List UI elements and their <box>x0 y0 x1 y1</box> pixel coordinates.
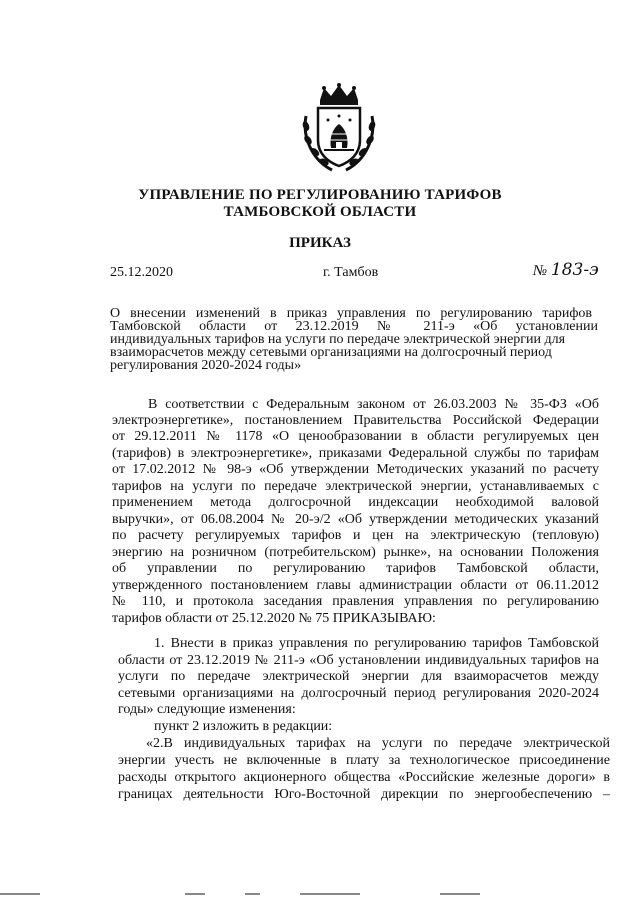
subject-line: взаиморасчетов между сетевыми организациями на долгосрочный период <box>110 345 552 360</box>
point2-line: расходы открытого акционерного общества «Российские железные дороги» в <box>118 770 610 785</box>
preamble-line: применением метода долгосрочной индексации необходимой валовой <box>112 495 599 510</box>
subject-line: индивидуальных тарифов на услуги по передаче электрической энергии для <box>110 332 566 347</box>
preamble-line: от 29.12.2011 № 1178 «О ценообразовании в области регулируемых цен <box>112 429 599 444</box>
subject-line: О внесении изменений в приказ управления по регулированию тарифов <box>110 306 592 321</box>
preamble-line: энергию на розничном (потребительском) рынке», на основании Положения <box>112 545 599 560</box>
scan-artifact <box>185 893 205 895</box>
preamble-line: тарифов области от 25.12.2020 № 75 ПРИКАЗЫВАЮ: <box>112 611 436 626</box>
preamble-line: по расчету регулируемых тарифов и цен на электрическую (тепловую) <box>112 528 599 543</box>
item1-line: годы» следующие изменения: <box>118 702 296 717</box>
item1-line: сетевыми организациями на долгосрочный период регулирования 2020-2024 <box>118 686 599 701</box>
point2-line: границах деятельности Юго-Восточной дирекции по энергообеспечению – <box>118 787 610 802</box>
point2-line: энергии учесть не включенные в плату за технологическое присоединение <box>118 753 610 768</box>
scan-artifact <box>300 893 360 895</box>
preamble-line: выручки», от 06.08.2004 № 20-э/2 «Об утверждении методических указаний <box>112 512 599 527</box>
preamble-line: утвержденного постановлением главы администрации области от 06.11.2012 <box>112 578 599 593</box>
scan-artifact <box>440 893 480 895</box>
scan-artifact <box>0 893 40 895</box>
point2-line: «2.В индивидуальных тарифах на услуги по передаче электрической <box>146 736 610 751</box>
preamble-line: от 17.02.2012 № 98-э «Об утверждении Методических указаний по расчету <box>112 462 599 477</box>
item1-line: области от 23.12.2019 № 211-э «Об установлении индивидуальных тарифов на <box>118 653 599 668</box>
preamble-line: электроэнергетике», постановлением Правительства Российской Федерации <box>112 413 599 428</box>
preamble-line: (тарифов) в электроэнергетике», приказами Федеральной службы по тарифам <box>112 446 599 461</box>
document-city: г. Тамбов <box>323 265 379 280</box>
scan-artifact <box>245 893 260 895</box>
tambov-coat-of-arms-icon <box>298 82 380 176</box>
handwritten-number: 183-э <box>550 260 599 280</box>
document-number <box>533 260 599 280</box>
organization-name-line2: ТАМБОВСКОЙ ОБЛАСТИ <box>223 204 417 220</box>
item1-line: 1. Внести в приказ управления по регулированию тарифов Тамбовской <box>154 636 599 651</box>
item1-line: услуги по передаче электрической энергии для взаиморасчетов между <box>118 669 599 684</box>
subject-line: Тамбовской области от 23.12.2019 № 211-э «Об установлении <box>110 319 598 334</box>
organization-name-line1: УПРАВЛЕНИЕ ПО РЕГУЛИРОВАНИЮ ТАРИФОВ <box>138 187 502 203</box>
preamble-line: тарифов на услуги по передаче электрической энергии, устанавливаемых с <box>112 479 599 494</box>
number-sign: № <box>533 263 548 279</box>
document-date: 25.12.2020 <box>110 265 173 280</box>
point2-intro: пункт 2 изложить в редакции: <box>154 719 333 734</box>
subject-line: регулирования 2020-2024 годы» <box>110 358 302 373</box>
document-title: ПРИКАЗ <box>289 235 351 251</box>
preamble-line: об управлении по регулированию тарифов Тамбовской области, <box>112 561 599 576</box>
preamble-line: № 110, и протокола заседания правления управления по регулированию <box>112 594 599 609</box>
preamble-line: В соответствии с Федеральным законом от 26.03.2003 № 35-ФЗ «Об <box>148 397 599 412</box>
